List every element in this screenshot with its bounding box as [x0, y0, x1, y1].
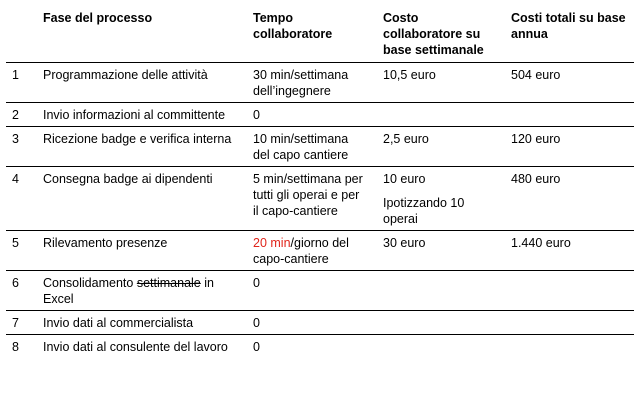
phase-struck: settimanale — [136, 276, 201, 290]
row-weekly-cost: 10,5 euro — [373, 63, 501, 103]
header-phase: Fase del processo — [33, 5, 243, 63]
row-weekly-cost: 2,5 euro — [373, 127, 501, 167]
header-weekly-cost: Costo collaboratore su base settimanale — [373, 5, 501, 63]
row-phase — [33, 271, 243, 311]
row-time: 0 — [243, 271, 373, 311]
row-time: 0 — [243, 311, 373, 335]
cost-note: Ipotizzando 10 operai — [383, 196, 465, 226]
row-number: 2 — [6, 103, 33, 127]
phase-start: Consolidamento — [43, 276, 134, 290]
row-annual-cost — [501, 335, 634, 359]
time-rest: /giorno del capo-cantiere — [253, 236, 349, 266]
phase-end: in Excel — [43, 276, 214, 306]
header-annual-cost: Costi totali su base annua — [501, 5, 634, 63]
table-row — [6, 231, 634, 271]
row-annual-cost — [501, 103, 634, 127]
table-header-row — [6, 5, 634, 63]
row-annual-cost: 1.440 euro — [501, 231, 634, 271]
row-time — [243, 231, 373, 271]
table-row — [6, 335, 634, 359]
row-phase: Rilevamento presenze — [33, 231, 243, 271]
table-row — [6, 271, 634, 311]
row-weekly-cost — [373, 167, 501, 231]
table-row — [6, 127, 634, 167]
table-row — [6, 103, 634, 127]
header-time: Tempo collaboratore — [243, 5, 373, 63]
row-phase: Ricezione badge e verifica interna — [33, 127, 243, 167]
row-number: 7 — [6, 311, 33, 335]
row-time: 0 — [243, 103, 373, 127]
row-number: 1 — [6, 63, 33, 103]
row-weekly-cost: 30 euro — [373, 231, 501, 271]
table-row — [6, 311, 634, 335]
row-phase: Programmazione delle attività — [33, 63, 243, 103]
row-number: 4 — [6, 167, 33, 231]
row-weekly-cost — [373, 103, 501, 127]
row-annual-cost: 120 euro — [501, 127, 634, 167]
row-weekly-cost — [373, 311, 501, 335]
row-time: 10 min/settimana del capo cantiere — [243, 127, 373, 167]
row-number: 5 — [6, 231, 33, 271]
row-phase: Consegna badge ai dipendenti — [33, 167, 243, 231]
table-row — [6, 63, 634, 103]
row-time: 30 min/settimana dell’ingegnere — [243, 63, 373, 103]
row-annual-cost: 504 euro — [501, 63, 634, 103]
row-weekly-cost — [373, 335, 501, 359]
cost-value: 10 euro — [383, 172, 426, 186]
row-number: 8 — [12, 340, 19, 354]
row-weekly-cost — [373, 271, 501, 311]
row-annual-cost — [501, 311, 634, 335]
row-phase: Invio informazioni al committente — [33, 103, 243, 127]
row-time: 5 min/settimana per tutti gli operai e per il capo-cantiere — [243, 167, 373, 231]
row-number: 6 — [6, 271, 33, 311]
row-annual-cost: 480 euro — [501, 167, 634, 231]
row-phase: Invio dati al consulente del lavoro — [43, 340, 228, 354]
header-number — [6, 5, 33, 63]
row-time: 0 — [253, 340, 260, 354]
table-row — [6, 167, 634, 231]
time-highlight: 20 min — [253, 236, 291, 250]
process-cost-table — [6, 5, 634, 358]
row-number: 3 — [6, 127, 33, 167]
row-phase: Invio dati al commercialista — [33, 311, 243, 335]
row-annual-cost — [501, 271, 634, 311]
